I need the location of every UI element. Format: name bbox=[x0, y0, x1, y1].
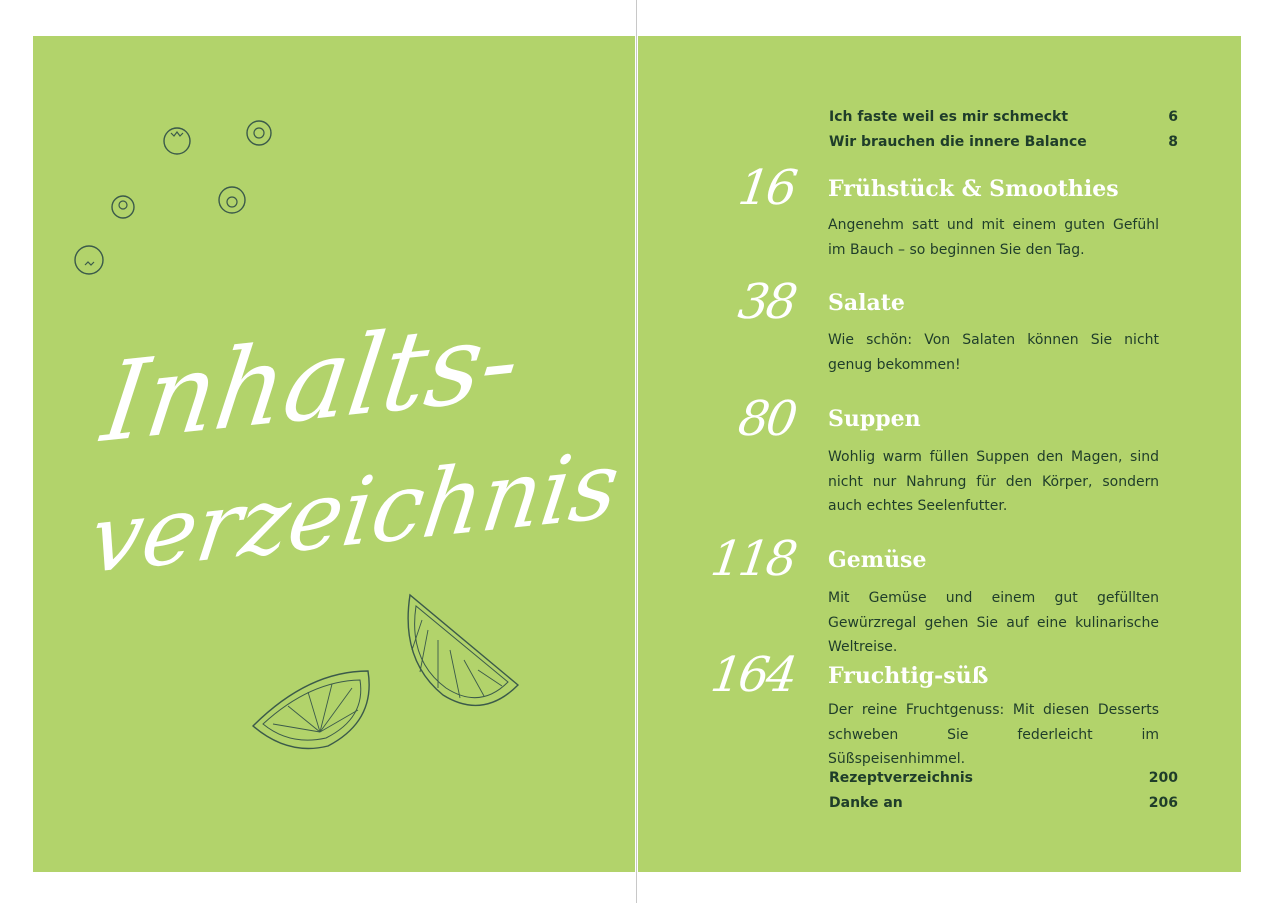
blueberry-icon bbox=[215, 183, 249, 217]
blueberry-icon bbox=[71, 243, 107, 277]
title-line-2: verzeichnis bbox=[83, 430, 626, 596]
toc-entry[interactable] bbox=[829, 793, 1178, 813]
chapter-title[interactable]: Fruchtig-süß bbox=[828, 663, 989, 689]
chapter-description: Der reine Fruchtgenuss: Mit diesen Desserts schweben Sie federleicht im Süßspeisenhimmel. bbox=[828, 702, 1159, 767]
toc-entry-label: Wir brauchen die innere Balance bbox=[829, 134, 1087, 150]
chapter-page-number[interactable]: 164 bbox=[707, 647, 798, 703]
page-title bbox=[83, 294, 626, 598]
title-line-1: Inhalts- bbox=[95, 294, 528, 468]
chapter-description: Wohlig warm füllen Suppen den Magen, sind nicht nur Nahrung für den Körper, sondern auch echtes Seelenfutter. bbox=[828, 449, 1159, 514]
toc-entry-label: Ich faste weil es mir schmeckt bbox=[829, 109, 1069, 125]
chapter-page-number[interactable]: 38 bbox=[734, 274, 798, 330]
chapter-page-number[interactable]: 80 bbox=[734, 391, 798, 447]
toc-entry[interactable] bbox=[829, 768, 1178, 788]
lime-slice-icon bbox=[248, 666, 378, 756]
lime-slice-icon bbox=[398, 590, 523, 720]
blueberry-icon bbox=[160, 124, 194, 158]
toc-entry-page: 200 bbox=[1148, 770, 1178, 786]
chapter-title[interactable]: Gemüse bbox=[828, 547, 927, 573]
chapter-title[interactable]: Frühstück & Smoothies bbox=[828, 176, 1119, 202]
toc-entry-page: 6 bbox=[1168, 109, 1178, 125]
toc-entry-page: 206 bbox=[1148, 795, 1178, 811]
chapter-description: Wie schön: Von Salaten können Sie nicht genug bekommen! bbox=[828, 332, 1159, 373]
chapter-page-number[interactable]: 16 bbox=[734, 160, 798, 216]
blueberry-icon bbox=[243, 117, 275, 149]
chapter-description: Mit Gemüse und einem gut gefüllten Gewürzregal gehen Sie auf eine kulinarische Weltreise. bbox=[828, 590, 1159, 655]
blueberry-icon bbox=[108, 192, 138, 222]
chapter-title[interactable]: Salate bbox=[828, 290, 905, 316]
chapter-page-number[interactable]: 118 bbox=[707, 531, 798, 587]
toc-entry[interactable] bbox=[829, 132, 1178, 152]
right-page bbox=[638, 36, 1241, 872]
toc-entry-label: Rezeptverzeichnis bbox=[829, 770, 973, 786]
book-spine bbox=[636, 0, 637, 903]
toc-entry[interactable] bbox=[829, 107, 1178, 127]
chapter-description: Angenehm satt und mit einem guten Gefühl im Bauch – so beginnen Sie den Tag. bbox=[828, 217, 1159, 258]
toc-entry-page: 8 bbox=[1168, 134, 1178, 150]
script-title-art bbox=[83, 294, 626, 598]
left-page bbox=[33, 36, 635, 872]
toc-entry-label: Danke an bbox=[829, 795, 903, 811]
chapter-title[interactable]: Suppen bbox=[828, 406, 921, 432]
